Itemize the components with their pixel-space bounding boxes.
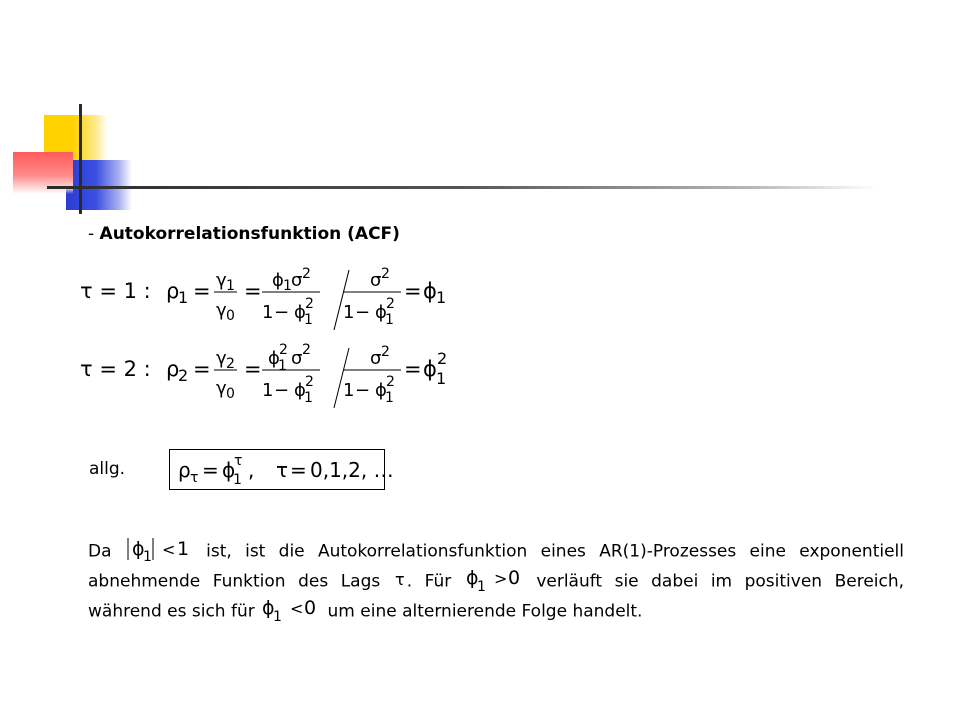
svg-text:γ: γ: [216, 300, 227, 321]
svg-text:1: 1: [142, 549, 152, 565]
svg-text:ϕ: ϕ: [375, 380, 387, 401]
general-formula-box: [169, 449, 394, 490]
para-line3-rest: um eine alternierende Folge handelt.: [327, 601, 643, 622]
svg-text:0: 0: [304, 597, 317, 619]
svg-text:2: 2: [305, 296, 314, 312]
phi-greater-zero-formula: [464, 566, 524, 597]
svg-text:0: 0: [226, 386, 235, 402]
abs-phi-less-one-formula: [125, 536, 193, 567]
svg-text:<: <: [290, 599, 304, 618]
svg-text:1: 1: [343, 302, 355, 323]
para-fuer: . Für: [406, 571, 452, 592]
svg-text:1: 1: [385, 312, 394, 328]
para-line1-rest: ist, ist die Autokorrelationsfunktion eines AR(1)-Prozesses eine exponentiell: [206, 541, 904, 562]
svg-text:>: >: [493, 569, 508, 588]
svg-text:ϕ: ϕ: [294, 302, 306, 323]
svg-text:=: =: [404, 357, 422, 381]
para-line3-start: während es sich für: [88, 601, 255, 622]
svg-text:=: =: [404, 279, 422, 303]
svg-text:σ: σ: [370, 270, 382, 291]
svg-text:2: 2: [226, 356, 235, 372]
svg-text:2: 2: [302, 266, 311, 282]
tau-symbol: [393, 569, 407, 594]
svg-text:−: −: [274, 302, 290, 323]
svg-text:1: 1: [436, 369, 447, 388]
svg-text:1: 1: [343, 380, 355, 401]
svg-text:ρ: ρ: [166, 279, 180, 303]
phi-less-zero-formula: [260, 596, 322, 627]
svg-text:τ: τ: [190, 470, 199, 486]
svg-text:τ: τ: [234, 453, 243, 469]
svg-text:1: 1: [304, 390, 313, 406]
svg-text:,: ,: [248, 458, 255, 482]
svg-text:σ: σ: [291, 348, 303, 369]
svg-text:τ: τ: [394, 570, 405, 589]
svg-text:<: <: [161, 540, 176, 559]
paragraph-line-2: [88, 566, 904, 597]
svg-text:−: −: [355, 380, 371, 401]
tau-1-label: τ = 1 :: [80, 279, 151, 303]
svg-text:1: 1: [178, 288, 189, 307]
svg-text:=: =: [244, 357, 262, 381]
svg-text:2: 2: [386, 296, 395, 312]
para-da: Da: [88, 541, 112, 562]
svg-text:1: 1: [278, 358, 287, 374]
svg-text:−: −: [274, 380, 290, 401]
svg-text:σ: σ: [291, 270, 303, 291]
svg-text:2: 2: [381, 266, 390, 282]
svg-text:1: 1: [476, 579, 486, 595]
svg-text:γ: γ: [216, 270, 227, 291]
svg-text:ϕ: ϕ: [262, 597, 275, 619]
svg-text:2: 2: [178, 366, 189, 385]
decor-vertical-line: [79, 104, 82, 214]
svg-text:ϕ: ϕ: [375, 302, 387, 323]
svg-text:ϕ: ϕ: [423, 279, 437, 303]
svg-text:τ: τ: [276, 458, 289, 482]
svg-text:=: =: [244, 279, 262, 303]
para-line2-rest: verläuft sie dabei im positiven Bereich,: [536, 571, 905, 592]
formula-tau-2: [80, 344, 480, 410]
svg-text:1: 1: [273, 609, 283, 625]
svg-text:2: 2: [386, 374, 395, 390]
svg-text:ϕ: ϕ: [423, 357, 437, 381]
svg-text:0: 0: [507, 567, 520, 589]
para-line2-start: abnehmende Funktion des Lags: [88, 571, 381, 592]
heading-title: Autokorrelationsfunktion (ACF): [99, 224, 400, 244]
svg-text:0: 0: [226, 308, 235, 324]
svg-text:2: 2: [302, 342, 311, 358]
paragraph-line-1: [88, 536, 904, 567]
svg-text:=: =: [193, 279, 211, 303]
svg-text:1: 1: [304, 312, 313, 328]
svg-text:ϕ: ϕ: [268, 348, 280, 369]
svg-text:−: −: [355, 302, 371, 323]
svg-text:2: 2: [381, 344, 390, 360]
formula-tau-1: [80, 268, 480, 332]
decor-horizontal-line: [47, 186, 877, 189]
svg-text:1: 1: [385, 390, 394, 406]
svg-text:=: =: [202, 458, 219, 482]
svg-text:γ: γ: [216, 378, 227, 399]
svg-text:ρ: ρ: [178, 458, 191, 482]
svg-text:1: 1: [233, 472, 242, 488]
svg-text:ϕ: ϕ: [222, 458, 236, 482]
svg-text:1: 1: [283, 278, 292, 294]
svg-text:1: 1: [262, 302, 274, 323]
svg-text:γ: γ: [216, 348, 227, 369]
svg-text:1: 1: [262, 380, 274, 401]
svg-text:0,1,2, …: 0,1,2, …: [310, 458, 394, 482]
section-heading: [88, 224, 400, 244]
svg-text:=: =: [193, 357, 211, 381]
svg-text:2: 2: [279, 342, 288, 358]
paragraph-line-3: [88, 596, 904, 627]
svg-text:ρ: ρ: [166, 357, 180, 381]
decor-blue-square: [66, 160, 132, 210]
svg-text:2: 2: [437, 349, 448, 368]
svg-text:2: 2: [305, 374, 314, 390]
svg-text:ϕ: ϕ: [465, 567, 479, 589]
heading-dash: -: [88, 224, 100, 244]
svg-text:1: 1: [176, 538, 189, 560]
tau-2-label: τ = 2 :: [80, 357, 151, 381]
svg-text:σ: σ: [370, 348, 382, 369]
svg-text:1: 1: [436, 288, 447, 307]
svg-text:ϕ: ϕ: [131, 538, 145, 560]
svg-text:=: =: [290, 458, 307, 482]
general-label: allg.: [89, 459, 126, 479]
svg-text:1: 1: [226, 278, 235, 294]
svg-text:ϕ: ϕ: [294, 380, 306, 401]
svg-text:ϕ: ϕ: [272, 270, 284, 291]
